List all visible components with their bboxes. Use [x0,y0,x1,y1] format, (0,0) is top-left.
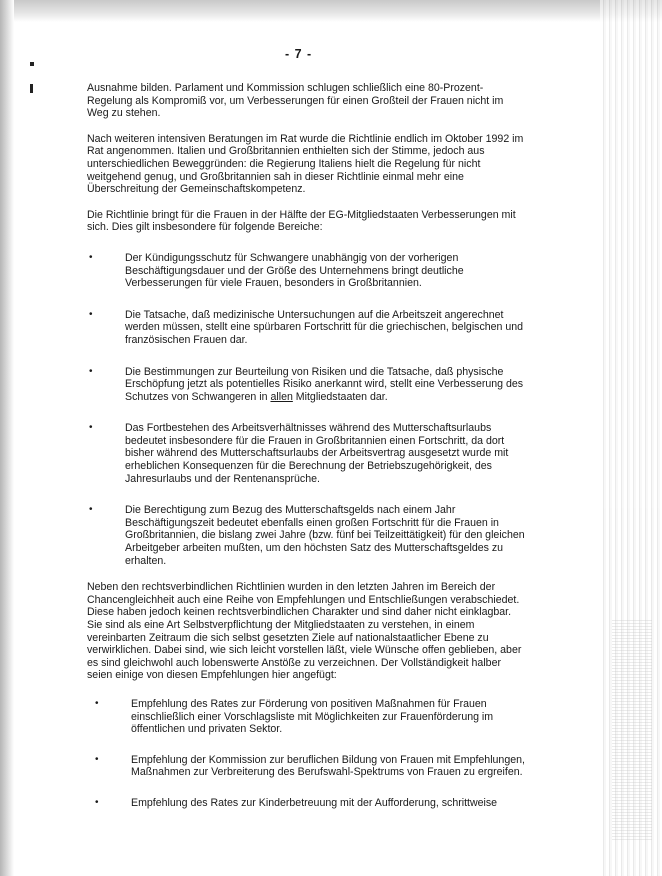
bullet-list-recommendations [87,698,527,810]
paragraph: Neben den rechtsverbindlichen Richtlinien wurden in den letzten Jahren im Bereich der Chancengleichheit auch eine Reihe von Empfehlungen und Entschließungen verabschiedet. Diese haben jedoch keinen rechtsverbindlichen Charakter und sind daher nicht einklagbar. Sie sind als eine Art Selbstverpflichtung der Mitgliedstaaten zu verstehen, in einem vereinbarten Zeitraum die sich selbst gesetzten Ziele auf nationalstaatlicher Ebene zu verwirklichen. Dabei sind, wie sich leicht vorstellen läßt, viele Wünsche offen geblieben, aber es sind gleichwohl auch lobenswerte Anstöße zu verzeichnen. Der Vollständigkeit halber seien einige von diesen Empfehlungen hier angefügt: [87,581,522,682]
list-item-text: Das Fortbestehen des Arbeitsverhältnisses während des Mutterschaftsurlaubs bedeutet insbesondere für die Frauen in Großbritannien einen Fortschritt, da dort bisher während des Mutterschaftsurlaubs der Arbeitsvertrag ausgesetzt wurde mit erheblichen Konsequenzen für die Berechnung der Betriebszugehörigkeit, des Jahresurlaubs und der Rentenansprüche. [125,422,509,485]
scan-mark [30,84,33,93]
bullet-icon: • [89,251,93,263]
bullet-icon: • [89,422,93,434]
list-item-text: Empfehlung der Kommission zur beruflichen Bildung von Frauen mit Empfehlungen, Maßnahmen zur Verbreiterung des Berufswahl-Spektrums von Frauen zu ergreifen. [131,753,525,779]
list-item [87,698,527,736]
scan-top-shadow [0,0,662,22]
bullet-icon: • [95,796,99,808]
document-body [87,82,527,828]
scan-mark [30,62,34,66]
list-item [87,754,527,779]
list-item [87,366,527,404]
list-item-text: Die Berechtigung zum Bezug des Mutterschaftsgelds nach einem Jahr Beschäftigungszeit bedeutet ebenfalls einen großen Fortschritt für die Frauen in Großbritannien, die bislang zwei Jahre (bzw. fünf bei Teilzeittätigkeit) für den gleichen Arbeitgeber arbeiten mußten, um den höchsten Satz des Mutterschaftsgeldes zu erhalten. [125,504,525,567]
paragraph: Die Richtlinie bringt für die Frauen in der Hälfte der EG-Mitgliedstaaten Verbesserungen mit sich. Dies gilt insbesondere für folgende Bereiche: [87,208,516,234]
paragraph: Nach weiteren intensiven Beratungen im Rat wurde die Richtlinie endlich im Oktober 1992 im Rat angenommen. Italien und Großbritannien enthielten sich der Stimme, jedoch aus unterschiedlichen Beweggründen: die Regierung Italiens hielt die Regelung für nicht weitgehend genug, und Großbritannien sah in dieser Richtlinie einmal mehr eine Überschreitung der Gemeinschaftskompetenz. [87,132,524,196]
text-segment: Mitgliedstaaten dar. [292,390,388,403]
bullet-icon: • [95,697,99,709]
list-item-text: Die Tatsache, daß medizinische Untersuchungen auf die Arbeitszeit angerechnet werden müssen, stellt eine spürbaren Fortschritt für die griechischen, belgischen und französischen Frauen dar. [125,308,524,346]
list-item-text [125,366,523,403]
list-item [87,422,527,485]
page-number: - 7 - [285,47,313,61]
scan-right-edge [600,0,662,876]
underlined-word: allen [270,390,293,403]
bullet-icon: • [89,504,93,516]
bullet-icon: • [95,753,99,765]
list-item-text: Der Kündigungsschutz für Schwangere unabhängig von der vorherigen Beschäftigungsdauer und der Größe des Unternehmens bringt deutliche Verbesserungen für viele Frauen, besonders in Großbritannien. [125,251,464,290]
bullet-icon: • [89,308,93,320]
bullet-icon: • [89,365,93,377]
bullet-list-improvements [87,252,527,567]
list-item [87,797,527,810]
list-item [87,252,527,290]
paragraph: Ausnahme bilden. Parlament und Kommission schlugen schließlich eine 80-Prozent-Regelung als Kompromiß vor, um Verbesserungen für einen Großteil der Frauen nicht im Weg zu stehen. [87,82,504,120]
list-item-text: Empfehlung des Rates zur Förderung von positiven Maßnahmen für Frauen einschließlich einer Vorschlagsliste mit Möglichkeiten zur Frauenförderung im öffentlichen und privaten Sektor. [131,697,494,736]
scan-noise [612,620,652,840]
list-item-text: Empfehlung des Rates zur Kinderbetreuung mit der Aufforderung, schrittweise [131,796,498,809]
text-segment: Die Bestimmungen zur Beurteilung von Risiken und die Tatsache, daß physische Erschöpfung jetzt als potentielles Risiko anerkannt wird, stellt eine Verbesserung des Schutzes von Schwangeren in [125,365,524,403]
list-item [87,309,527,347]
scan-left-edge [0,0,14,876]
list-item [87,504,527,567]
